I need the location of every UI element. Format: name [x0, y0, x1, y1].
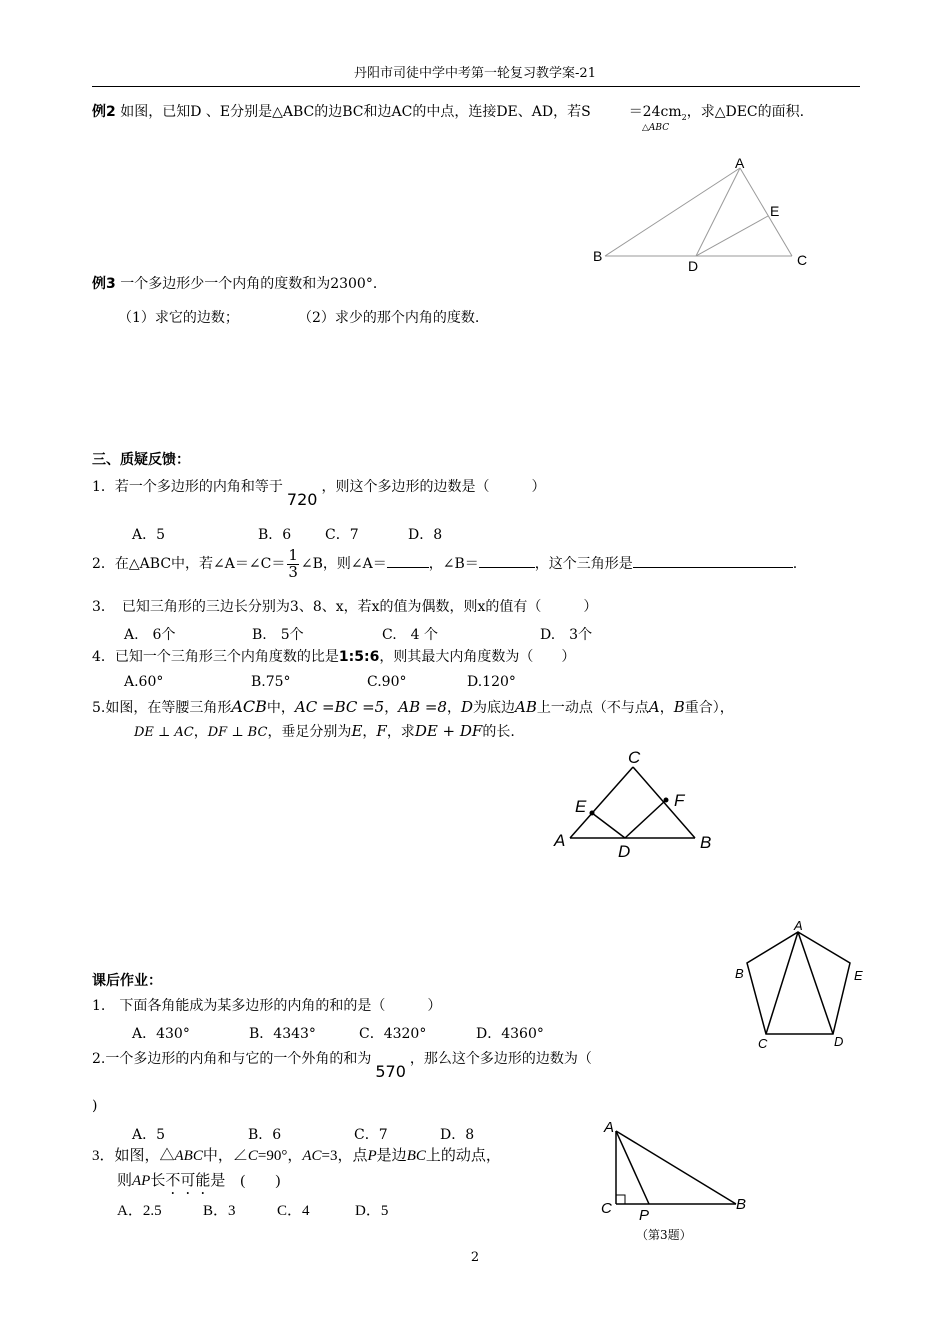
- label-a: A: [604, 1119, 615, 1136]
- s3-q2-blank-c[interactable]: [633, 567, 793, 568]
- s3-q2: [92, 548, 797, 580]
- s3-q5-text-g: ，: [659, 700, 674, 716]
- s3-q1-pre: 1．若一个多边形的内角和等于: [92, 479, 283, 495]
- hw-q3-ac: AC: [302, 1148, 322, 1164]
- s3-q2-mid2: ，∠B＝: [428, 556, 479, 572]
- s3-q2-post: ，这个三角形是: [534, 556, 633, 572]
- s3-q4: [92, 649, 575, 666]
- hw-q2-option-b: B．6: [248, 1127, 282, 1143]
- label-a: A: [794, 918, 803, 933]
- s3-q5-sum: DE + DF: [414, 722, 483, 740]
- label-b: B: [736, 1196, 747, 1213]
- s3-q1-option-d: D．8: [408, 527, 443, 543]
- hw-q3-option-b: B．3: [203, 1203, 236, 1219]
- label-d: D: [834, 1034, 844, 1049]
- s3-q1-option-a: A．5: [132, 527, 166, 543]
- label-b: B: [593, 248, 603, 264]
- section-3-title: 三、质疑反馈：: [92, 452, 190, 468]
- example-3-label: 例3: [92, 276, 116, 292]
- hw-q2: [92, 1048, 592, 1081]
- s3-q5-ab: AB: [515, 698, 537, 716]
- hw-q2-close: ): [92, 1098, 98, 1114]
- right-triangle-figure: [596, 1116, 756, 1226]
- label-c: C: [797, 252, 808, 268]
- hw-q3-t5: 是边: [376, 1148, 407, 1164]
- label-f: F: [674, 791, 685, 810]
- segment-df: [625, 800, 666, 838]
- s3-q1: [92, 476, 546, 509]
- header-rule: [92, 86, 860, 87]
- hw-q3-t3: =90°，: [257, 1148, 303, 1164]
- s3-q5-line1: [92, 697, 734, 717]
- s3-q5-text-b: 中，: [266, 700, 295, 716]
- s3-q5-point-f: F: [376, 722, 387, 740]
- hw-q3-t7: 则: [117, 1173, 133, 1189]
- s3-q2-pre: 2．在△ABC中，若∠A＝∠C＝: [92, 556, 286, 572]
- s3-q5-line2: [134, 722, 515, 741]
- pentagon-outline: [747, 932, 850, 1034]
- hw-q3-c: C: [247, 1148, 258, 1164]
- hw-q3-t4: =3，点: [321, 1148, 368, 1164]
- label-b: B: [735, 966, 744, 981]
- s3-q5-text-a: 5.如图，在等腰三角形: [92, 700, 232, 716]
- segment-de: [696, 216, 768, 256]
- hw-q3-option-c: C．4: [277, 1203, 310, 1219]
- hw-q2-option-d: D．8: [440, 1127, 475, 1143]
- s3-q5-text-f: 上一动点（不与点: [536, 700, 649, 716]
- example-2-label: 例2: [92, 104, 116, 120]
- hw-q2-post: ，那么这个多边形的边数为（: [409, 1051, 592, 1067]
- s3-q4-option-a: A.60°: [124, 674, 164, 690]
- hw-q1-option-a: A．430°: [132, 1026, 190, 1042]
- hw-q3-emphasis: 不可能: [165, 1173, 211, 1189]
- s3-q5-text-m: 的长.: [482, 724, 515, 740]
- s3-q5-point-e: E: [351, 722, 363, 740]
- s3-q5-text-l: ，求: [386, 724, 415, 740]
- edge-ab: [616, 1131, 736, 1204]
- example-2-text: 如图，已知D 、E分别是△ABC的边BC和边AC的中点，连接DE、AD，若S: [120, 104, 591, 120]
- s3-q5-point-a: A: [648, 698, 660, 716]
- label-e: E: [575, 797, 587, 816]
- s3-q5-de: DE ⊥ AC: [134, 725, 194, 740]
- s3-q5-point-b: B: [673, 698, 685, 716]
- hw-q3-caption: （第3题）: [636, 1228, 692, 1242]
- hw-q3-ap: AP: [132, 1173, 151, 1189]
- hw-q3-t9: 是 ( ): [210, 1173, 281, 1189]
- page-header: 丹阳市司徒中学中考第一轮复习教学案-21: [354, 66, 596, 81]
- s3-q5-text-i: ，: [193, 724, 208, 740]
- homework-title: 课后作业：: [92, 973, 162, 989]
- example-2-sup: 2: [681, 112, 687, 122]
- s3-q2-blank-b[interactable]: [479, 567, 535, 568]
- s3-q3: 3． 已知三角形的三边长分别为3、8、x，若x的值为偶数，则x的值有（ ）: [92, 599, 598, 615]
- edge-ac: [740, 168, 792, 256]
- hw-q3-t1: 3．如图，△: [92, 1148, 175, 1164]
- diagonal-ac: [766, 932, 798, 1034]
- fraction-denominator: 3: [288, 563, 298, 581]
- example-3-q2: （2）求少的那个内角的度数.: [298, 310, 480, 326]
- s3-q1-option-b: B．6: [258, 527, 292, 543]
- hw-q3-abc: ABC: [174, 1148, 203, 1164]
- s3-q1-post: ，则这个多边形的边数是（ ）: [321, 479, 546, 495]
- hw-q1-option-c: C．4320°: [359, 1026, 427, 1042]
- s3-q5-text-e: 为底边: [473, 700, 516, 716]
- s3-q3-option-b: B. 5个: [252, 627, 304, 643]
- label-e: E: [854, 968, 863, 983]
- hw-q2-option-a: A．5: [132, 1127, 166, 1143]
- s3-q5-point-d: D: [460, 698, 474, 716]
- hw-q3-t2: 中，∠: [202, 1148, 248, 1164]
- hw-q3-line2: [117, 1172, 280, 1198]
- label-d: D: [618, 842, 631, 861]
- triangle-abc-figure: [590, 150, 820, 275]
- label-a: A: [735, 155, 745, 171]
- label-d: D: [688, 258, 699, 274]
- s3-q4-post: ，则其最大内角度数为（ ）: [379, 649, 576, 665]
- diagonal-ad: [798, 932, 833, 1034]
- s3-q5-text-c: ，: [384, 700, 399, 716]
- s3-q2-blank-a[interactable]: [387, 567, 429, 568]
- hw-q2-option-c: C．7: [354, 1127, 388, 1143]
- hw-q1-option-b: B．4343°: [249, 1026, 316, 1042]
- label-e: E: [770, 203, 780, 219]
- s3-q4-ratio: 1:5:6: [338, 649, 380, 665]
- s3-q2-end: .: [792, 556, 798, 572]
- segment-ad: [696, 168, 740, 256]
- s3-q5-acb: ACB: [231, 697, 267, 716]
- label-a: A: [554, 831, 566, 850]
- s3-q5-df: DF ⊥ BC: [207, 725, 268, 740]
- example-3-text: 一个多边形少一个内角的度数和为2300°．: [120, 276, 387, 292]
- s3-q4-option-b: B.75°: [251, 674, 291, 690]
- hw-q3-bc: BC: [406, 1148, 426, 1164]
- s3-q5-text-d: ，: [446, 700, 461, 716]
- hw-q3-t6: 上的动点，: [425, 1148, 501, 1164]
- example-2-area: ＝24cm: [628, 104, 682, 120]
- example-3: [92, 276, 387, 293]
- hw-q3-line1: [92, 1147, 501, 1165]
- segment-de: [592, 813, 625, 838]
- s3-q3-option-a: A. 6个: [124, 627, 176, 643]
- s3-q4-pre: 4．已知一个三角形三个内角度数的比是: [92, 649, 339, 665]
- hw-q3-option-a: A．2.5: [117, 1203, 162, 1219]
- hw-q3-option-d: D．5: [355, 1203, 389, 1219]
- hw-q1-option-d: D．4360°: [476, 1026, 544, 1042]
- s3-q2-fraction: [287, 548, 299, 580]
- hw-q2-pre: 2.一个多边形的内角和与它的一个外角的和为: [92, 1051, 372, 1067]
- s3-q2-mid: ∠B，则∠A＝: [300, 556, 387, 572]
- label-p: P: [639, 1207, 650, 1224]
- s3-q5-text-k: ，: [362, 724, 377, 740]
- s3-q3-option-c: C. 4 个: [382, 627, 439, 643]
- point-f-dot: [664, 798, 669, 803]
- s3-q5-cond1: AC =BC =5: [294, 698, 385, 716]
- label-c: C: [758, 1036, 768, 1051]
- example-3-q1: （1）求它的边数；: [118, 310, 239, 326]
- page-number: 2: [470, 1250, 480, 1265]
- s3-q5-cond2: AB =8: [398, 698, 447, 716]
- s3-q4-option-c: C.90°: [367, 674, 407, 690]
- s3-q1-option-c: C．7: [325, 527, 359, 543]
- fraction-numerator: 1: [288, 546, 298, 564]
- example-2-tail: ，求△DEC的面积.: [686, 104, 805, 120]
- s3-q1-value: 720: [286, 490, 318, 509]
- right-angle-mark: [616, 1195, 625, 1204]
- pentagon-figure: [728, 916, 868, 1054]
- s3-q5-text-h: 重合），: [684, 700, 734, 716]
- hw-q3-p: P: [367, 1148, 377, 1164]
- s3-q5-text-j: ，垂足分别为: [267, 724, 352, 740]
- segment-ap: [616, 1131, 649, 1204]
- hw-q3-t8: 长: [150, 1173, 166, 1189]
- label-c: C: [601, 1200, 612, 1217]
- label-c: C: [628, 748, 641, 767]
- example-2-subscript: △ABC: [642, 123, 670, 133]
- s3-q3-option-d: D. 3个: [540, 627, 593, 643]
- isosceles-figure: [548, 742, 728, 862]
- s3-q4-option-d: D.120°: [467, 674, 516, 690]
- example-2: [92, 104, 804, 122]
- hw-q2-value: 570: [375, 1062, 406, 1081]
- hw-q1: 1. 下面各角能成为某多边形的内角的和的是（ ）: [92, 998, 442, 1014]
- point-e-dot: [590, 811, 595, 816]
- label-b: B: [700, 833, 712, 852]
